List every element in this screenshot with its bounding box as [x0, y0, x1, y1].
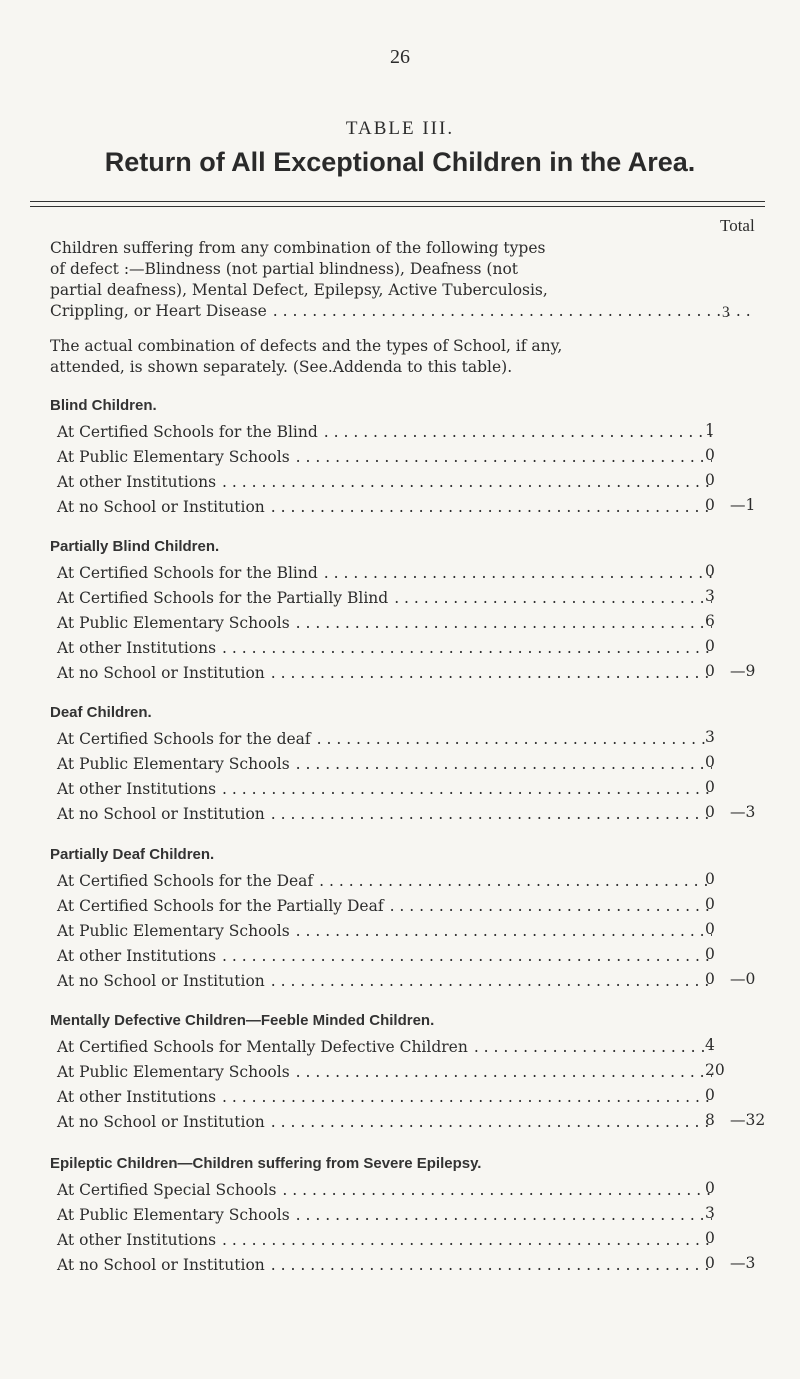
table-row	[57, 1227, 715, 1252]
table-row	[57, 893, 715, 918]
page-number: 26	[390, 46, 410, 68]
table-row	[57, 968, 756, 993]
row-label: At other Institutions	[57, 779, 217, 798]
row-value: 1	[705, 421, 715, 439]
table-row	[57, 801, 756, 826]
table-row	[57, 560, 715, 585]
row-subtotal: —1	[730, 496, 756, 514]
section-title: Partially Deaf Children.	[50, 846, 215, 863]
table-row	[57, 444, 715, 469]
intro-line: partial deafness), Mental Defect, Epilepsy, Active Tuberculosis,	[50, 281, 548, 299]
table-row	[57, 1177, 715, 1202]
leader-dots	[324, 423, 712, 441]
row-subtotal: —3	[730, 1254, 756, 1272]
row-value: 0	[705, 920, 715, 938]
row-value: 3	[705, 1204, 715, 1222]
row-label: At no School or Institution	[57, 804, 265, 823]
intro-paragraph	[50, 238, 770, 322]
table-row	[57, 943, 715, 968]
row-label: At Certified Special Schools	[57, 1180, 277, 1199]
row-value: 0	[705, 803, 715, 821]
section-mentally-defective-children	[50, 1012, 800, 1134]
row-label: At no School or Institution	[57, 1112, 265, 1131]
leader-dots	[319, 872, 712, 890]
leader-dots	[273, 301, 755, 322]
row-label: At other Institutions	[57, 1230, 217, 1249]
leader-dots	[282, 1181, 712, 1199]
row-value: 0	[705, 637, 715, 655]
table-row	[57, 660, 756, 685]
row-value: 0	[705, 446, 715, 464]
table-row	[57, 419, 715, 444]
row-label: At Certified Schools for Mentally Defective Children	[57, 1037, 468, 1056]
row-value: 0	[705, 471, 715, 489]
row-label: At Public Elementary Schools	[57, 921, 290, 940]
table-row	[57, 776, 715, 801]
leader-dots	[296, 755, 712, 773]
row-value: 0	[705, 1254, 715, 1272]
row-label: At no School or Institution	[57, 971, 265, 990]
section-blind-children	[50, 397, 800, 519]
leader-dots	[222, 1088, 712, 1106]
row-value: 3	[705, 587, 715, 605]
row-value: 0	[705, 870, 715, 888]
row-value: 0	[705, 895, 715, 913]
table-label: TABLE III.	[345, 118, 455, 139]
table-row	[57, 1084, 715, 1109]
leader-dots	[271, 805, 712, 823]
total-column-header: Total	[720, 216, 755, 235]
leader-dots	[271, 1113, 712, 1131]
intro-last-line	[50, 301, 755, 322]
leader-dots	[222, 473, 712, 491]
table-row	[57, 1252, 756, 1277]
leader-dots	[324, 564, 712, 582]
leader-dots	[317, 730, 712, 748]
row-value: 0	[705, 662, 715, 680]
note-paragraph	[50, 336, 770, 378]
section-epileptic-children	[50, 1155, 800, 1277]
table-row	[57, 1202, 715, 1227]
intro-line: of defect :—Blindness (not partial blindness), Deafness (not	[50, 260, 519, 278]
section-title: Epileptic Children—Children suffering from Severe Epilepsy.	[50, 1155, 482, 1172]
row-label: At other Institutions	[57, 1087, 217, 1106]
row-value: 0	[705, 753, 715, 771]
row-subtotal: —9	[730, 662, 756, 680]
leader-dots	[271, 498, 712, 516]
row-value: 0	[705, 970, 715, 988]
row-label: At other Institutions	[57, 472, 217, 491]
row-value: 0	[705, 1229, 715, 1247]
row-value: 3	[705, 728, 715, 746]
row-label: At Certified Schools for the Blind	[57, 563, 318, 582]
table-row	[57, 610, 715, 635]
row-label: At Certified Schools for the Partially Blind	[57, 588, 389, 607]
table-row	[57, 1034, 715, 1059]
row-value: 6	[705, 612, 715, 630]
leader-dots	[296, 448, 712, 466]
double-rule-divider	[30, 201, 765, 207]
table-row	[57, 751, 715, 776]
page-title: Return of All Exceptional Children in the Area.	[104, 147, 696, 177]
leader-dots	[271, 664, 712, 682]
row-label: At Certified Schools for the Deaf	[57, 871, 314, 890]
row-subtotal: —3	[730, 803, 756, 821]
row-label: At Certified Schools for the Blind	[57, 422, 318, 441]
intro-total-value: 3	[722, 304, 730, 321]
row-label: At no School or Institution	[57, 1255, 265, 1274]
section-title: Blind Children.	[50, 397, 157, 414]
row-value: 0	[705, 945, 715, 963]
intro-line: Crippling, or Heart Disease	[50, 302, 267, 320]
leader-dots	[271, 1256, 712, 1274]
row-label: At Public Elementary Schools	[57, 1062, 290, 1081]
row-value: 8	[705, 1111, 715, 1129]
leader-dots	[222, 639, 712, 657]
row-subtotal: —0	[730, 970, 756, 988]
section-title: Partially Blind Children.	[50, 538, 220, 555]
section-deaf-children	[50, 704, 800, 826]
leader-dots	[271, 972, 712, 990]
row-label: At other Institutions	[57, 946, 217, 965]
section-partially-deaf-children	[50, 846, 800, 993]
row-value: 0	[705, 1086, 715, 1104]
leader-dots	[222, 780, 712, 798]
table-row	[57, 469, 715, 494]
leader-dots	[222, 947, 712, 965]
leader-dots	[296, 1063, 712, 1081]
table-row	[57, 918, 715, 943]
table-row	[57, 635, 715, 660]
table-row	[57, 868, 715, 893]
row-label: At Public Elementary Schools	[57, 447, 290, 466]
note-line: The actual combination of defects and the types of School, if any,	[50, 337, 563, 355]
table-row	[57, 585, 715, 610]
leader-dots	[296, 614, 712, 632]
row-value: 4	[705, 1036, 715, 1054]
intro-line: Children suffering from any combination of the following types	[50, 239, 546, 257]
row-value: 20	[705, 1061, 725, 1079]
table-row	[57, 1059, 725, 1084]
leader-dots	[222, 1231, 712, 1249]
row-label: At Public Elementary Schools	[57, 613, 290, 632]
leader-dots	[394, 589, 712, 607]
row-value: 0	[705, 562, 715, 580]
row-label: At Public Elementary Schools	[57, 754, 290, 773]
leader-dots	[390, 897, 712, 915]
row-label: At Certified Schools for the deaf	[57, 729, 311, 748]
leader-dots	[296, 922, 712, 940]
row-value: 0	[705, 1179, 715, 1197]
row-label: At Public Elementary Schools	[57, 1205, 290, 1224]
table-row	[57, 494, 756, 519]
row-value: 0	[705, 778, 715, 796]
row-label: At Certified Schools for the Partially Deaf	[57, 896, 384, 915]
leader-dots	[296, 1206, 712, 1224]
row-value: 0	[705, 496, 715, 514]
leader-dots	[474, 1038, 712, 1056]
row-subtotal: —32	[730, 1111, 766, 1129]
section-title: Deaf Children.	[50, 704, 152, 721]
row-label: At other Institutions	[57, 638, 217, 657]
table-row	[57, 726, 715, 751]
note-line: attended, is shown separately. (See.Addenda to this table).	[50, 358, 513, 376]
table-row	[57, 1109, 766, 1134]
section-title: Mentally Defective Children—Feeble Minded Children.	[50, 1012, 435, 1029]
section-partially-blind-children	[50, 538, 800, 685]
row-label: At no School or Institution	[57, 497, 265, 516]
row-label: At no School or Institution	[57, 663, 265, 682]
